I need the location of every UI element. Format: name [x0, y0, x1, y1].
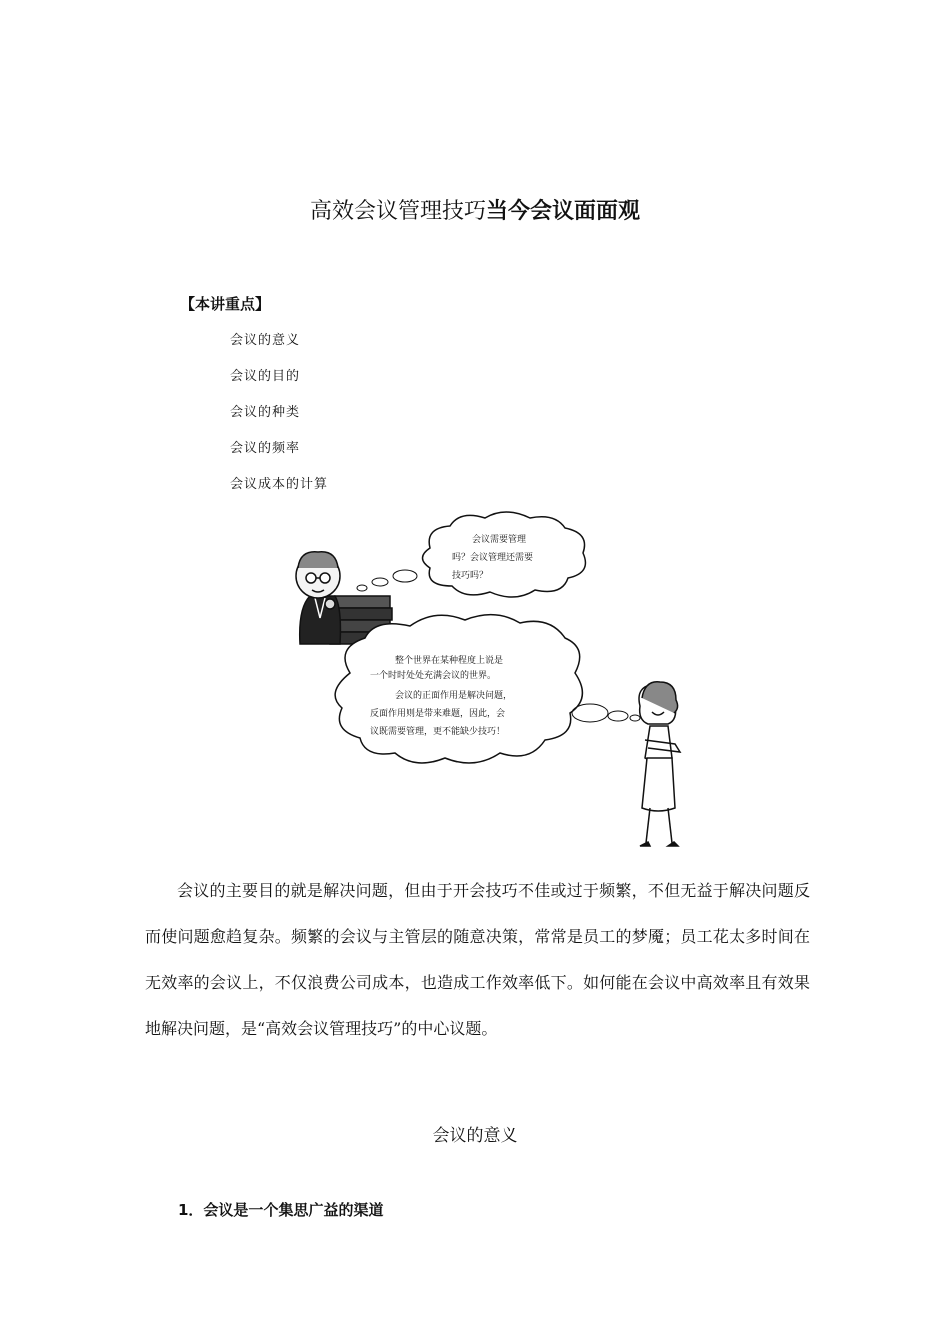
bubble-small-line-3: 技巧吗？: [452, 571, 489, 581]
key-points-label: 【本讲重点】: [180, 295, 271, 313]
title-part-2: 当今会议面面观: [486, 199, 641, 224]
cartoon-illustration: [280, 508, 720, 853]
bubble-large-line-3: 会议的正面作用是解决问题，: [395, 691, 513, 701]
woman-figure: [639, 682, 680, 846]
bubble-large-line-2: 一个时时处处充满会议的世界。: [370, 671, 497, 681]
key-point-item: 会议的种类: [230, 405, 301, 420]
key-point-item: 会议的意义: [230, 333, 301, 348]
key-point-item: 会议成本的计算: [230, 477, 329, 492]
title-part-1: 高效会议管理技巧: [309, 199, 486, 224]
bubble-large-line-4: 反面作用则是带来难题，因此，会: [370, 709, 506, 719]
thought-bubble-small: [423, 512, 586, 597]
key-point-item: 会议的目的: [230, 369, 301, 384]
subheading: 1．会议是一个集思广益的渠道: [178, 1201, 384, 1219]
key-point-item: 会议的频率: [230, 441, 301, 456]
body-paragraph: 会议的主要目的就是解决问题，但由于开会技巧不佳或过于频繁，不但无益于解决问题反而使问题愈趋复杂。频繁的会议与主管层的随意决策，常常是员工的梦魇；员工花太多时间在无效率的会议上，不仅浪费公司成本，也造成工作效率低下。如何能在会议中高效率且有效果地解决问题，是“高效会议管理技巧”的中心议题。: [145, 881, 810, 1038]
bubble-large-line-5: 议既需要管理，更不能缺少技巧！: [370, 727, 506, 737]
thought-bubble-large: [335, 615, 582, 763]
bubble-small-line-2: 吗？会议管理还需要: [452, 553, 534, 563]
key-points-list: [230, 331, 328, 511]
bubble-small-line-1: 会议需要管理: [472, 535, 527, 545]
page-title: [0, 194, 950, 225]
section-title: 会议的意义: [432, 1126, 518, 1146]
bubble-large-line-1: 整个世界在某种程度上说是: [395, 656, 504, 666]
